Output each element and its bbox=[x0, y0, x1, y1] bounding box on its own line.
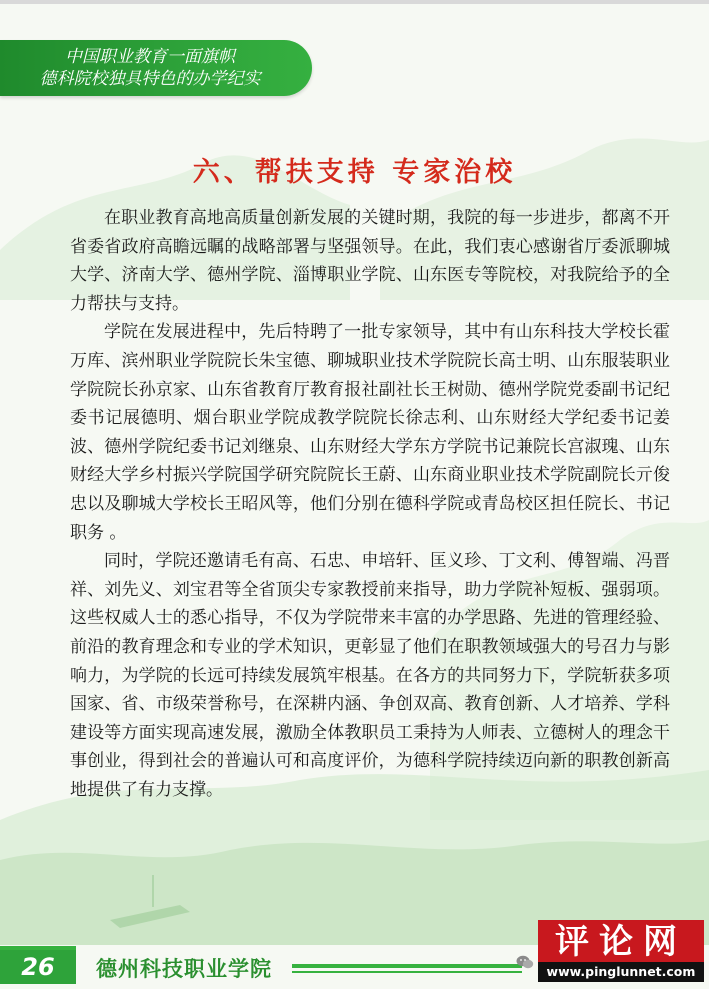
ribbon-line-1: 中国职业教育一面旗帜 bbox=[65, 47, 235, 67]
article-body bbox=[70, 204, 670, 804]
footer-stripe-right-thin bbox=[292, 971, 522, 973]
ribbon-line-2: 德科院校独具特色的办学纪实 bbox=[39, 69, 261, 89]
header-ribbon bbox=[0, 40, 312, 96]
footer-stripe-right bbox=[292, 964, 522, 968]
paragraph-1: 在职业教育高地高质量创新发展的关键时期，我院的每一步进步，都离不开省委省政府高瞻远瞩的战略部署与坚强领导。在此，我们衷心感谢省厅委派聊城大学、济南大学、德州学院、淄博职业学院、山东医专等院校，对我院给予的全力帮扶与支持。 bbox=[70, 208, 670, 314]
wechat-icon bbox=[516, 955, 534, 969]
watermark-text: 评论网 bbox=[555, 922, 687, 962]
watermark-badge bbox=[538, 920, 704, 982]
page-number: 26 bbox=[0, 950, 76, 984]
section-title: 六、帮扶支持 专家治校 bbox=[192, 157, 517, 188]
watermark-url: www.pinglunnet.com bbox=[538, 962, 704, 982]
paragraph-3: 同时，学院还邀请毛有高、石忠、申培轩、匡义珍、丁文利、傅智端、冯晋祥、刘先义、刘宝君等全省顶尖专家教授前来指导，助力学院补短板、强弱项。这些权威人士的悉心指导，不仅为学院带来丰富的办学思路、先进的管理经验、前沿的教育理念和专业的学术知识，更彰显了他们在职教领域强大的号召力与影响力，为学院的长远可持续发展筑牢根基。在各方的共同努力下，学院斩获多项国家、省、市级荣誉称号，在深耕内涵、争创双高、教育创新、人才培养、学科建设等方面实现高速发展，激励全体教职员工秉持为人师表、立德树人的理念干事创业，得到社会的普遍认可和高度评价，为德科学院持续迈向新的职教创新高地提供了有力支撑。 bbox=[70, 551, 670, 800]
paragraph-2: 学院在发展进程中，先后特聘了一批专家领导，其中有山东科技大学校长霍万库、滨州职业学院院长朱宝德、聊城职业技术学院院长高士明、山东服装职业学院院长孙京家、山东省教育厅教育报社副社长王树勋、德州学院党委副书记纪委书记展德明、烟台职业学院成教学院院长徐志利、山东财经大学纪委书记姜波、德州学院纪委书记刘继泉、山东财经大学东方学院书记兼院长宫淑瑰、山东财经大学乡村振兴学院国学研究院院长王蔚、山东商业职业技术学院副院长亓俊忠以及聊城大学校长王昭风等，他们分别在德科学院或青岛校区担任院长、书记职务 。 bbox=[70, 322, 670, 543]
school-name: 德州科技职业学院 bbox=[96, 957, 272, 981]
